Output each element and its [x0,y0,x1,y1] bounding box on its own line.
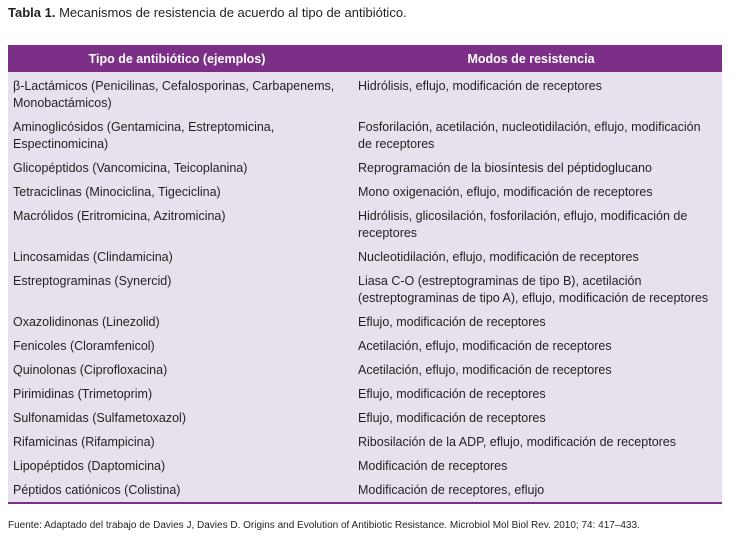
antibiotic-type-cell: Glicopéptidos (Vancomicina, Teicoplanina) [13,161,248,175]
table-row [8,358,722,382]
header-antibiotic-type: Tipo de antibiótico (ejemplos) [88,51,266,66]
resistance-modes-cell: Modificación de receptores, eflujo [358,483,545,497]
antibiotic-type-cell: Aminoglicósidos (Gentamicina, Estreptomicina, Espectinomicina) [13,120,275,151]
table-row [8,180,722,204]
caption-label: Tabla 1. [8,5,56,20]
resistance-modes-cell: Eflujo, modificación de receptores [358,411,546,425]
table-row [8,310,722,334]
antibiotic-type-cell: Pirimidinas (Trimetoprim) [13,387,153,401]
antibiotic-type-cell: Lipopéptidos (Daptomicina) [13,459,166,473]
antibiotic-type-cell: Estreptograminas (Synercid) [13,274,172,288]
resistance-modes-cell: Ribosilación de la ADP, eflujo, modificación de receptores [358,435,677,449]
table-body [8,72,722,502]
resistance-table [8,45,722,504]
resistance-modes-cell: Reprogramación de la biosíntesis del péptidoglucano [358,161,652,175]
table-row [8,74,722,115]
header-resistance-modes: Modos de resistencia [467,51,595,66]
table-row [8,382,722,406]
table-row [8,156,722,180]
antibiotic-type-cell: Rifamicinas (Rifampicina) [13,435,155,449]
table-caption [8,4,407,22]
source-note: Fuente: Adaptado del trabajo de Davies J, Davies D. Origins and Evolution of Antibiotic Resistance. Microbiol Mol Biol Rev. 2010; 74: 417–433. [8,520,640,531]
antibiotic-type-cell: Fenicoles (Cloramfenicol) [13,339,155,353]
antibiotic-type-cell: Macrólidos (Eritromicina, Azitromicina) [13,209,226,223]
table-row [8,454,722,478]
antibiotic-type-cell: β-Lactámicos (Penicilinas, Cefalosporinas, Carbapenems, Monobactámicos) [13,79,335,110]
table-row [8,406,722,430]
antibiotic-type-cell: Lincosamidas (Clindamicina) [13,250,173,264]
antibiotic-type-cell: Péptidos catiónicos (Colistina) [13,483,181,497]
resistance-modes-cell: Liasa C-O (estreptograminas de tipo B), acetilación (estreptograminas de tipo A), eflujo, modificación de receptores [358,274,709,305]
table-bottom-rule [8,502,722,504]
table-row [8,478,722,502]
caption-text: Mecanismos de resistencia de acuerdo al tipo de antibiótico. [59,5,407,20]
resistance-modes-cell: Fosforilación, acetilación, nucleotidilación, eflujo, modificación de receptores [358,120,701,151]
resistance-modes-cell: Acetilación, eflujo, modificación de receptores [358,363,612,377]
resistance-modes-cell: Nucleotidilación, eflujo, modificación de receptores [358,250,639,264]
antibiotic-type-cell: Sulfonamidas (Sulfametoxazol) [13,411,186,425]
table-row [8,334,722,358]
antibiotic-type-cell: Quinolonas (Ciprofloxacina) [13,363,168,377]
resistance-modes-cell: Eflujo, modificación de receptores [358,387,546,401]
table-row [8,269,722,310]
resistance-modes-cell: Hidrólisis, eflujo, modificación de receptores [358,79,602,93]
resistance-modes-cell: Acetilación, eflujo, modificación de receptores [358,339,612,353]
table-row [8,115,722,156]
table-header-row [8,45,722,72]
resistance-modes-cell: Modificación de receptores [358,459,508,473]
antibiotic-type-cell: Tetraciclinas (Minociclina, Tigeciclina) [13,185,221,199]
table-row [8,245,722,269]
table-row [8,430,722,454]
antibiotic-type-cell: Oxazolidinonas (Linezolid) [13,315,160,329]
resistance-modes-cell: Mono oxigenación, eflujo, modificación de receptores [358,185,653,199]
table-row [8,204,722,245]
resistance-modes-cell: Eflujo, modificación de receptores [358,315,546,329]
resistance-modes-cell: Hidrólisis, glicosilación, fosforilación, eflujo, modificación de receptores [358,209,688,240]
